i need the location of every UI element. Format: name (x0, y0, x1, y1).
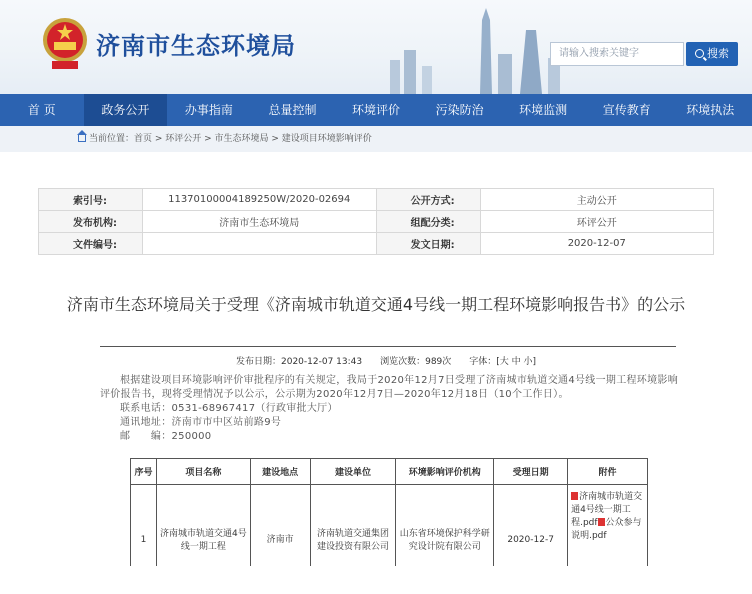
nav-home[interactable]: 首 页 (27, 103, 56, 117)
notice-paragraph: 根据建设项目环境影响评价审批程序的有关规定，我局于2020年12月7日受理了济南城市轨道交通4号线一期工程环境影响评价报告书，现将受理情况予以公示，公示期为2020年12月7日—2020年12月18日（10个工作日）。 (100, 375, 678, 400)
home-icon (78, 135, 86, 142)
row-agency: 山东省环境保护科学研究设计院有限公司 (396, 485, 494, 594)
site-header (0, 0, 752, 94)
column-header: 环境影响评价机构 (396, 459, 494, 485)
breadcrumb (0, 126, 752, 152)
breadcrumb-text[interactable]: 当前位置：首页 > 环评公开 > 市生态环境局 > 建设项目环境影响评价 (89, 134, 372, 144)
date-label: 发文日期: (376, 233, 480, 255)
index-value: 11370100004189250W/2020-02694 (142, 189, 376, 211)
column-header: 附件 (568, 459, 648, 485)
category-value: 环评公开 (480, 211, 714, 233)
column-header: 建设地点 (250, 459, 310, 485)
column-header: 项目名称 (156, 459, 250, 485)
nav-total-control[interactable]: 总量控制 (268, 103, 317, 117)
nav-environment-monitoring[interactable]: 环境监测 (519, 103, 568, 117)
attachment-link-report[interactable]: 济南城市轨道交通4号线一期工程.pdf (571, 492, 643, 528)
nav-service-guide[interactable]: 办事指南 (184, 103, 233, 117)
main-nav (0, 94, 752, 126)
national-emblem-icon (40, 14, 90, 74)
column-header: 受理日期 (494, 459, 568, 485)
contact-address: 通讯地址：济南市市中区站前路9号 (120, 417, 282, 428)
row-date: 2020-12-7 (494, 485, 568, 594)
row-project-name: 济南城市轨道交通4号线一期工程 (156, 485, 250, 594)
search-button-label: 搜索 (707, 47, 729, 60)
contact-postcode: 邮 编：250000 (120, 431, 212, 442)
search-icon (695, 49, 704, 58)
site-title[interactable]: 济南市生态环境局 (96, 32, 296, 60)
attachment-link-public[interactable]: 公众参与说明.pdf (571, 518, 642, 541)
page-title: 济南市生态环境局关于受理《济南城市轨道交通4号线一期工程环境影响报告书》的公示 (66, 295, 686, 314)
publish-mode-value: 主动公开 (480, 189, 714, 211)
nav-environment-assessment[interactable]: 环境评价 (352, 103, 401, 117)
org-value: 济南市生态环境局 (142, 211, 376, 233)
pdf-icon (598, 518, 605, 526)
pdf-icon (571, 492, 578, 500)
docno-label: 文件编号: (39, 233, 143, 255)
column-header: 序号 (131, 459, 157, 485)
page-bottom-edge (0, 566, 752, 594)
publish-mode-label: 公开方式: (376, 189, 480, 211)
index-label: 索引号: (39, 189, 143, 211)
nav-pollution-control[interactable]: 污染防治 (435, 103, 484, 117)
row-builder: 济南轨道交通集团建设投资有限公司 (310, 485, 396, 594)
column-header: 建设单位 (310, 459, 396, 485)
org-label: 发布机构: (39, 211, 143, 233)
document-meta-table (38, 188, 714, 255)
row-location: 济南市 (250, 485, 310, 594)
title-divider (100, 346, 676, 347)
nav-publicity[interactable]: 宣传教育 (602, 103, 651, 117)
nav-government-affairs[interactable]: 政务公开 (84, 94, 168, 126)
city-skyline-image (370, 0, 570, 94)
search-input[interactable]: 请输入搜索关键字 (550, 42, 684, 66)
docno-value (142, 233, 376, 255)
search-button[interactable] (686, 42, 738, 66)
notice-body (100, 374, 680, 444)
nav-enforcement[interactable]: 环境执法 (686, 103, 735, 117)
publish-info-line: 发布日期：2020-12-07 13:43 浏览次数：989次 字体：[大 中 小] (236, 357, 537, 367)
category-label: 组配分类: (376, 211, 480, 233)
contact-phone: 联系电话：0531-68967417（行政审批大厅） (120, 403, 338, 414)
row-no: 1 (131, 485, 157, 594)
date-value: 2020-12-07 (480, 233, 714, 255)
